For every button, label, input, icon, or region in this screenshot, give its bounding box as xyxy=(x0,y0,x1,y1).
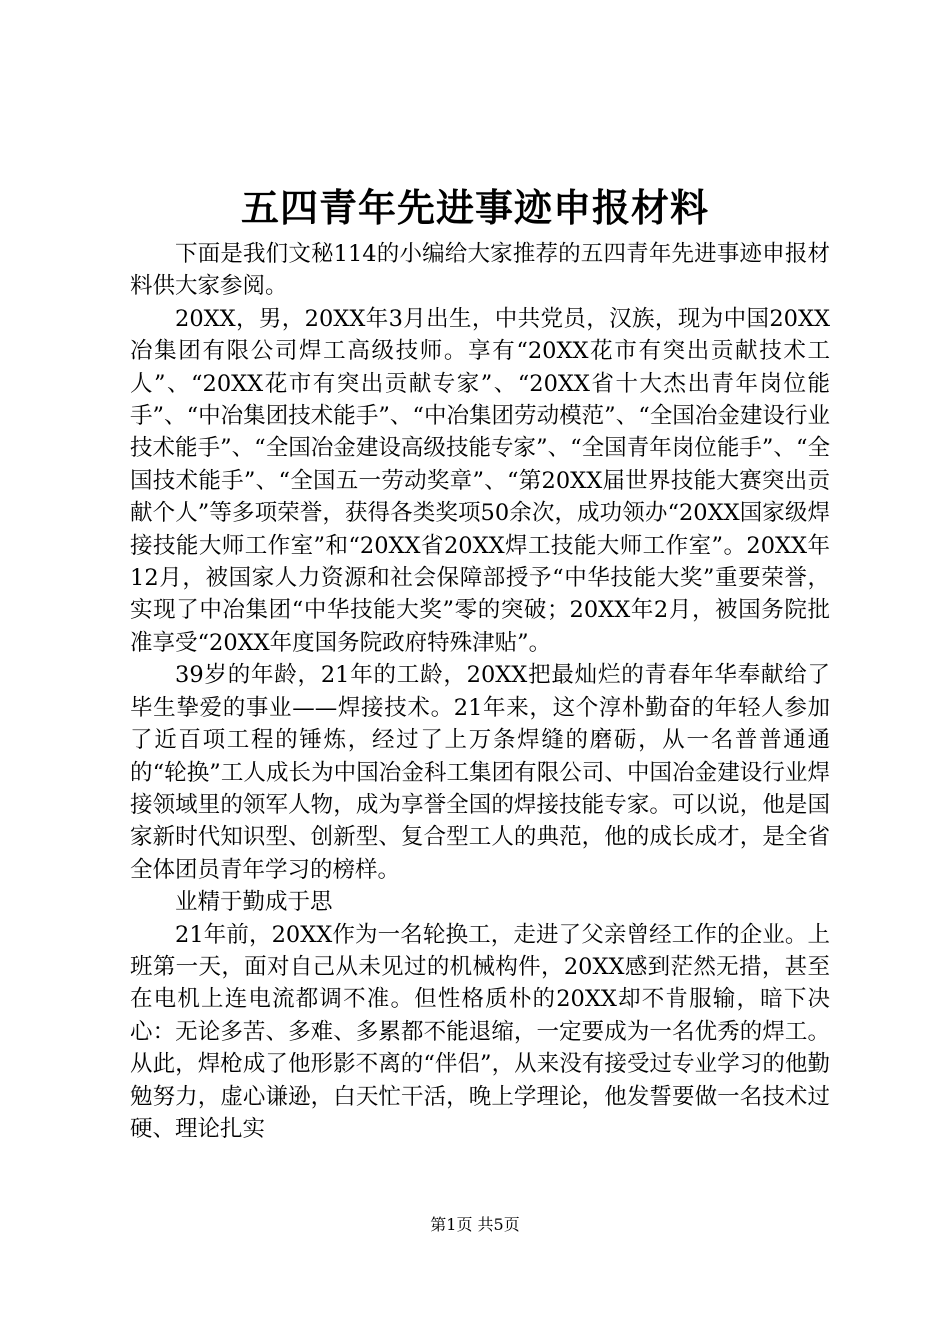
document-body xyxy=(130,238,830,1145)
paragraph-career: 39岁的年龄，21年的工龄，20XX把最灿烂的青春年华奉献给了毕生挚爱的事业——焊接技术。21年来，这个淳朴勤奋的年轻人参加了近百项工程的锤炼，经过了上万条焊缝的磨砺，从一名普普通通的“轮换”工人成长为中国冶金科工集团有限公司、中国冶金建设行业焊接领域里的领军人物，成为享誉全国的焊接技能专家。可以说，他是国家新时代知识型、创新型、复合型工人的典范，他的成长成才，是全省全体团员青年学习的榜样。 xyxy=(130,662,830,883)
paragraph-intro: 下面是我们文秘114的小编给大家推荐的五四青年先进事迹申报材料供大家参阅。 xyxy=(130,241,830,300)
paragraph-story: 21年前，20XX作为一名轮换工，走进了父亲曾经工作的企业。上班第一天，面对自己从未见过的机械构件，20XX感到茫然无措，甚至在电机上连电流都调不准。但性格质朴的20XX却不肯服输，暗下决心：无论多苦、多难、多累都不能退缩，一定要成为一名优秀的焊工。从此，焊枪成了他形影不离的“伴侣”，从来没有接受过专业学习的他勤勉努力，虚心谦逊，白天忙干活，晚上学理论，他发誓要做一名技术过硬、理论扎实 xyxy=(130,921,830,1142)
page-title: 五四青年先进事迹申报材料 xyxy=(240,185,709,230)
section-heading: 业精于勤成于思 xyxy=(175,889,333,916)
page-footer: 第1页 共5页 xyxy=(430,1215,520,1234)
paragraph-profile: 20XX，男，20XX年3月出生，中共党员，汉族，现为中国20XX冶集团有限公司焊工高级技师。享有“20XX花市有突出贡献技术工人”、“20XX花市有突出贡献专家”、“20XX省十大杰出青年岗位能手”、“中冶集团技术能手”、“中冶集团劳动模范”、“全国冶金建设行业技术能手”、“全国冶金建设高级技能专家”、“全国青年岗位能手”、“全国技术能手”、“全国五一劳动奖章”、“第20XX届世界技能大赛突出贡献个人”等多项荣誉，获得各类奖项50余次，成功领办“20XX国家级焊接技能大师工作室”和“20XX省20XX焊工技能大师工作室”。20XX年12月，被国家人力资源和社会保障部授予“中华技能大奖”重要荣誉，实现了中冶集团“中华技能大奖”零的突破；20XX年2月，被国务院批准享受“20XX年度国务院政府特殊津贴”。 xyxy=(130,305,830,656)
